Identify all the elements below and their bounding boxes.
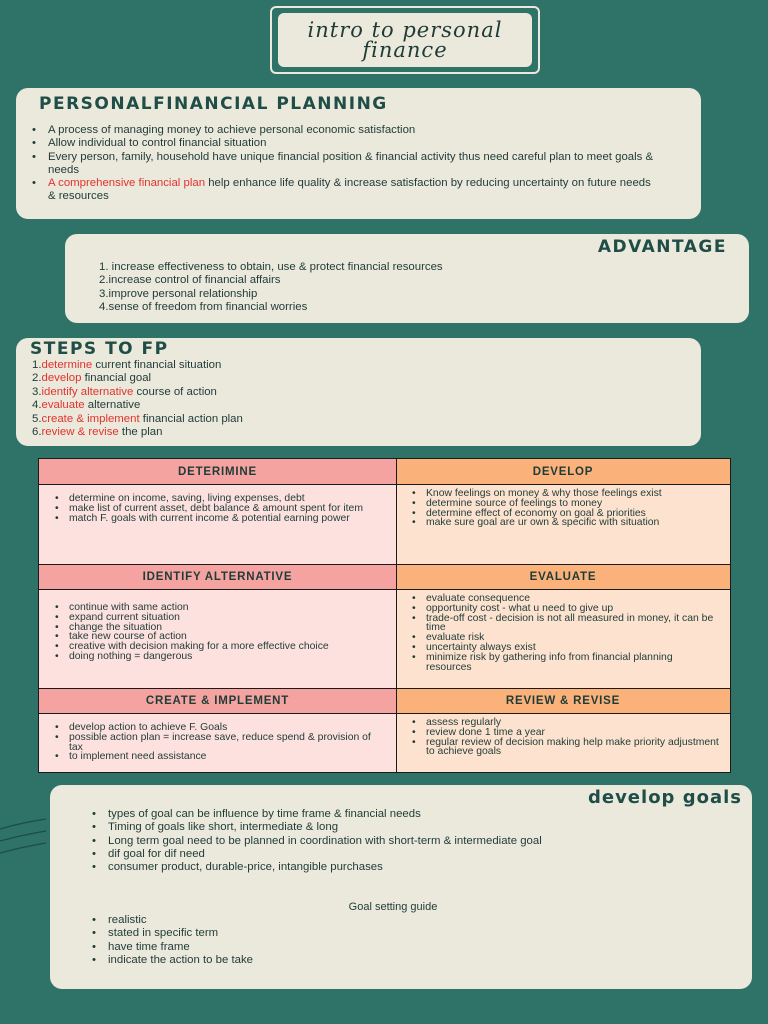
step-item: 1.determine current financial situation xyxy=(32,359,222,371)
goal-guide-title: Goal setting guide xyxy=(348,901,438,913)
table-divider xyxy=(39,713,730,714)
table-cell-develop xyxy=(396,484,730,564)
table-bullet: • make sure goal are ur own & specific with situation xyxy=(396,518,720,528)
table-bullet: • regular review of decision making help make priority adjustment to achieve goals xyxy=(396,738,720,758)
goals-panel xyxy=(50,785,752,989)
goals-list xyxy=(78,808,678,874)
table-bullet: • evaluate risk xyxy=(396,633,720,643)
table-bullet: • make list of current asset, debt balance & amount spent for item xyxy=(39,504,386,514)
table-cell-determine xyxy=(39,484,396,564)
step-item: 3.identify alternative course of action xyxy=(32,385,217,398)
table-divider xyxy=(39,688,730,689)
table-bullet: • possible action plan = increase save, reduce spend & provision of tax xyxy=(39,733,386,753)
table-bullet: • assess regularly xyxy=(396,718,720,728)
table-bullet: • minimize risk by gathering info from financial planning resources xyxy=(396,653,720,673)
steps-table xyxy=(38,458,731,773)
guide-item: • realistic xyxy=(78,914,578,927)
planning-heading: PERSONALFINANCIAL PLANNING xyxy=(39,94,388,114)
step-item: 4.evaluate alternative xyxy=(32,399,141,412)
table-header-evaluate: EVALUATE xyxy=(396,564,730,589)
table-bullet: • trade-off cost - decision is not all measured in money, it can be time xyxy=(396,614,720,634)
step-item: 5.create & implement financial action plan xyxy=(32,412,243,425)
advantage-heading: ADVANTAGE xyxy=(597,237,727,257)
planning-panel xyxy=(16,88,701,219)
table-header-develop: DEVELOP xyxy=(396,459,730,484)
table-bullet: • expand current situation xyxy=(39,613,386,623)
planning-bullet: • A comprehensive financial plan help enhance life quality & increase satisfaction by reducing uncertainty on future needs & resources xyxy=(18,177,658,204)
advantage-panel xyxy=(65,234,749,323)
table-bullet: • match F. goals with current income & potential earning power xyxy=(39,514,386,524)
table-header-determine: DETERIMINE xyxy=(39,459,396,484)
advantage-item: 1. increase effectiveness to obtain, use & protect financial resources xyxy=(99,261,443,273)
table-divider xyxy=(39,589,730,590)
table-bullet: • determine source of feelings to money xyxy=(396,499,720,509)
table-bullet: • develop action to achieve F. Goals xyxy=(39,723,386,733)
table-bullet: • creative with decision making for a more effective choice xyxy=(39,642,386,652)
guide-item: • have time frame xyxy=(78,941,578,954)
goals-heading: develop goals xyxy=(587,787,742,808)
steps-panel xyxy=(16,338,701,446)
title-card xyxy=(278,13,532,67)
table-divider xyxy=(39,484,730,485)
table-bullet: • Know feelings on money & why those feelings exist xyxy=(396,489,720,499)
table-header-identify-alternative: IDENTIFY ALTERNATIVE xyxy=(39,564,396,589)
table-bullet: • change the situation xyxy=(39,623,386,633)
advantage-item: 3.improve personal relationship xyxy=(99,287,258,300)
advantage-item: 2.increase control of financial affairs xyxy=(99,274,281,287)
table-bullet: • determine on income, saving, living expenses, debt xyxy=(39,494,386,504)
title-line-1: intro to personal xyxy=(307,18,503,42)
steps-list xyxy=(32,359,243,439)
decorative-lines-icon xyxy=(0,815,48,865)
guide-item: • stated in specific term xyxy=(78,927,578,940)
step-item: 6.review & revise the plan xyxy=(32,426,163,439)
table-cell-create-implement xyxy=(39,713,396,772)
table-cell-review-revise xyxy=(396,713,730,772)
table-divider xyxy=(396,459,397,772)
advantage-item: 4.sense of freedom from financial worries xyxy=(99,301,308,314)
title-line-2: finance xyxy=(362,38,448,62)
table-header-create-implement: CREATE & IMPLEMENT xyxy=(39,688,396,713)
table-bullet: • determine effect of economy on goal & priorities xyxy=(396,509,720,519)
planning-bullet: • Allow individual to control financial situation xyxy=(18,137,658,150)
table-divider xyxy=(39,564,730,565)
table-bullet: • doing nothing = dangerous xyxy=(39,652,386,662)
table-header-review-revise: REVIEW & REVISE xyxy=(396,688,730,713)
steps-heading: STEPS TO FP xyxy=(30,339,169,359)
goal-item: • Long term goal need to be planned in coordination with short-term & intermediate goal xyxy=(78,835,678,848)
goal-item: • dif goal for dif need xyxy=(78,848,678,861)
goal-item: • Timing of goals like short, intermediate & long xyxy=(78,821,678,834)
step-item: 2.develop financial goal xyxy=(32,372,152,385)
highlight-text: A comprehensive financial plan xyxy=(48,177,206,190)
table-bullet: • to implement need assistance xyxy=(39,752,386,762)
planning-bullet: • Every person, family, household have unique financial position & financial activity thus need careful plan to meet goals & needs xyxy=(18,151,658,178)
goal-item: • types of goal can be influence by time frame & financial needs xyxy=(78,808,678,821)
goal-item: • consumer product, durable-price, intangible purchases xyxy=(78,861,678,874)
table-bullet: • uncertainty always exist xyxy=(396,643,720,653)
table-bullet: • review done 1 time a year xyxy=(396,728,720,738)
table-bullet: • continue with same action xyxy=(39,603,386,613)
planning-bullet: • A process of managing money to achieve personal economic satisfaction xyxy=(18,124,658,137)
table-bullet: • evaluate consequence xyxy=(396,594,720,604)
planning-list xyxy=(18,124,658,204)
title-box xyxy=(270,6,540,74)
table-cell-identify-alternative xyxy=(39,589,396,688)
table-bullet: • opportunity cost - what u need to give up xyxy=(396,604,720,614)
table-cell-evaluate xyxy=(396,589,730,688)
guide-list xyxy=(78,914,578,967)
guide-item: • indicate the action to be take xyxy=(78,954,578,967)
table-bullet: • take new course of action xyxy=(39,632,386,642)
advantage-list xyxy=(99,261,443,315)
